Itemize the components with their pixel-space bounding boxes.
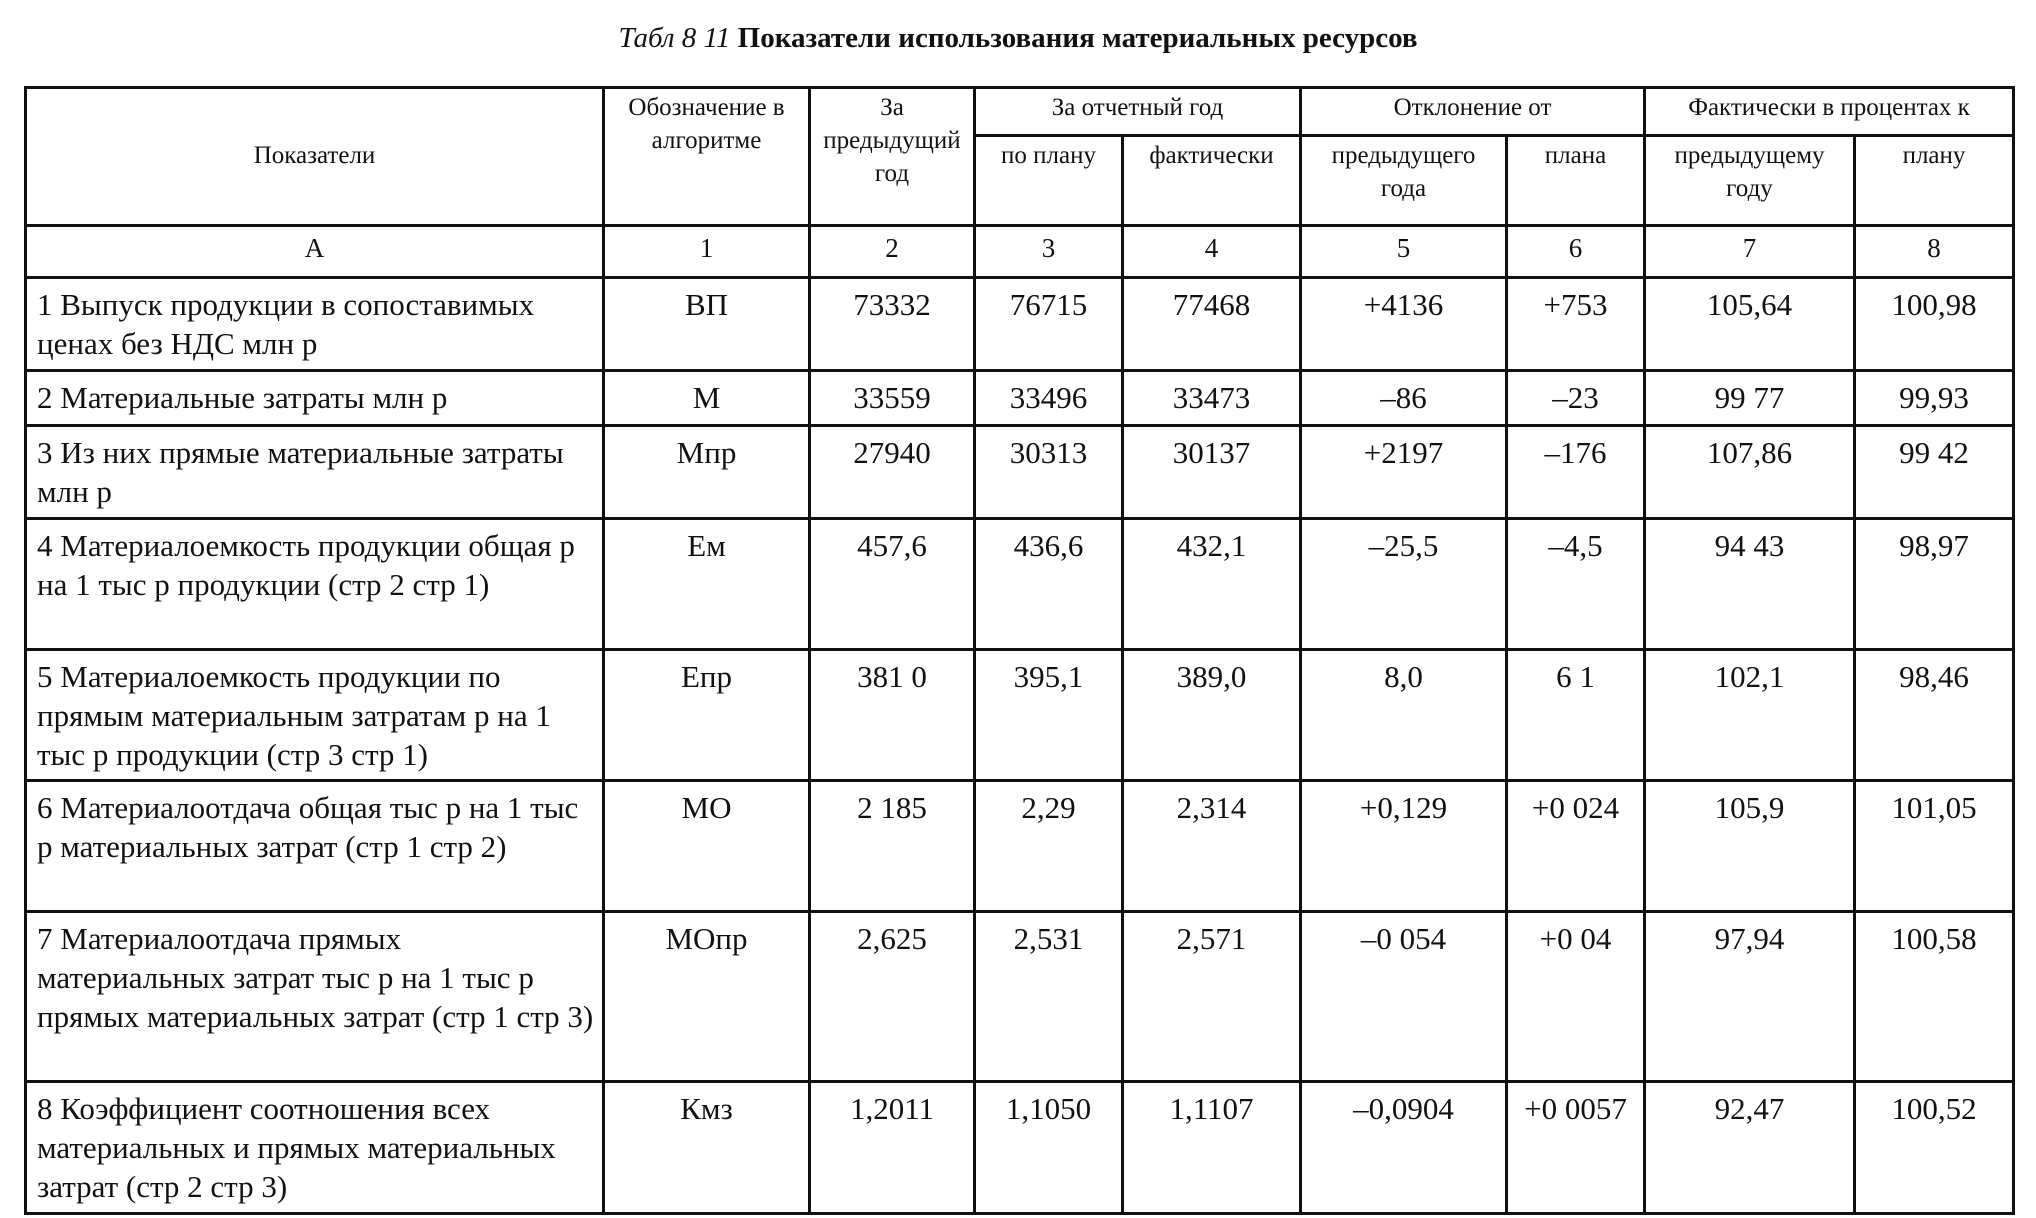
column-number: 7: [1645, 226, 1855, 278]
cell-pct-previous-year: 102,1: [1645, 650, 1855, 781]
table-caption: [0, 18, 2036, 58]
cell-previous-year: 2,625: [810, 912, 975, 1082]
table-row: [26, 781, 2014, 912]
cell-dev-plan: +753: [1507, 278, 1645, 371]
cell-dev-plan: –23: [1507, 371, 1645, 426]
cell-pct-plan: 98,97: [1855, 519, 2014, 650]
table-row: [26, 1082, 2014, 1214]
cell-dev-plan: +0 04: [1507, 912, 1645, 1082]
cell-pct-previous-year: 105,9: [1645, 781, 1855, 912]
row-symbol: Кмз: [604, 1082, 810, 1214]
cell-dev-plan: +0 0057: [1507, 1082, 1645, 1214]
table-row: [26, 371, 2014, 426]
cell-pct-previous-year: 105,64: [1645, 278, 1855, 371]
cell-dev-previous-year: –0,0904: [1301, 1082, 1507, 1214]
cell-pct-plan: 100,58: [1855, 912, 2014, 1082]
header-actual-percent: Фактически в процентах к: [1645, 88, 2014, 136]
table-row: [26, 912, 2014, 1082]
cell-pct-plan: 100,52: [1855, 1082, 2014, 1214]
column-number: А: [26, 226, 604, 278]
row-name: 4 Материалоемкость продукции общая р на 1 тыс р продукции (стр 2 стр 1): [26, 519, 604, 650]
cell-dev-plan: –4,5: [1507, 519, 1645, 650]
cell-pct-previous-year: 97,94: [1645, 912, 1855, 1082]
cell-pct-plan: 98,46: [1855, 650, 2014, 781]
table-row: [26, 519, 2014, 650]
cell-dev-previous-year: –0 054: [1301, 912, 1507, 1082]
row-name: 7 Материалоотдача прямых материальных затрат тыс р на 1 тыс р прямых материальных затрат (стр 1 стр 3): [26, 912, 604, 1082]
row-name: 6 Материалоотдача общая тыс р на 1 тыс р материальных затрат (стр 1 стр 2): [26, 781, 604, 912]
row-symbol: ВП: [604, 278, 810, 371]
cell-actual: 432,1: [1123, 519, 1301, 650]
header-dev-previous-year: предыдущего года: [1301, 136, 1507, 226]
header-by-plan: по плану: [975, 136, 1123, 226]
cell-actual: 2,571: [1123, 912, 1301, 1082]
header-row-1: [26, 88, 2014, 136]
cell-by-plan: 1,1050: [975, 1082, 1123, 1214]
column-number: 8: [1855, 226, 2014, 278]
header-symbol: Обозначение в алгоритме: [604, 88, 810, 226]
cell-pct-plan: 100,98: [1855, 278, 2014, 371]
cell-dev-previous-year: +2197: [1301, 426, 1507, 519]
cell-actual: 30137: [1123, 426, 1301, 519]
cell-actual: 33473: [1123, 371, 1301, 426]
table-row: [26, 650, 2014, 781]
cell-dev-previous-year: +0,129: [1301, 781, 1507, 912]
cell-by-plan: 76715: [975, 278, 1123, 371]
row-symbol: Епр: [604, 650, 810, 781]
header-pct-previous-year: предыдущему году: [1645, 136, 1855, 226]
cell-by-plan: 436,6: [975, 519, 1123, 650]
header-pct-plan: плану: [1855, 136, 2014, 226]
cell-by-plan: 2,29: [975, 781, 1123, 912]
cell-by-plan: 2,531: [975, 912, 1123, 1082]
row-name: 2 Материальные затраты млн р: [26, 371, 604, 426]
cell-dev-previous-year: –86: [1301, 371, 1507, 426]
cell-previous-year: 1,2011: [810, 1082, 975, 1214]
cell-dev-plan: –176: [1507, 426, 1645, 519]
cell-previous-year: 2 185: [810, 781, 975, 912]
cell-dev-plan: +0 024: [1507, 781, 1645, 912]
cell-dev-plan: 6 1: [1507, 650, 1645, 781]
row-symbol: МОпр: [604, 912, 810, 1082]
cell-dev-previous-year: –25,5: [1301, 519, 1507, 650]
row-symbol: М: [604, 371, 810, 426]
cell-dev-previous-year: +4136: [1301, 278, 1507, 371]
column-number: 1: [604, 226, 810, 278]
header-dev-plan: плана: [1507, 136, 1645, 226]
cell-actual: 1,1107: [1123, 1082, 1301, 1214]
column-number: 5: [1301, 226, 1507, 278]
row-symbol: Ем: [604, 519, 810, 650]
row-name: 3 Из них прямые материальные затраты млн р: [26, 426, 604, 519]
header-deviation-from: Отклонение от: [1301, 88, 1645, 136]
cell-dev-previous-year: 8,0: [1301, 650, 1507, 781]
cell-previous-year: 457,6: [810, 519, 975, 650]
cell-by-plan: 30313: [975, 426, 1123, 519]
header-previous-year: За предыдущий год: [810, 88, 975, 226]
cell-previous-year: 33559: [810, 371, 975, 426]
row-name: 5 Материалоемкость продукции по прямым материальным затратам р на 1 тыс р продукции (стр 3 стр 1): [26, 650, 604, 781]
table-title: Показатели использования материальных ресурсов: [737, 22, 1418, 54]
cell-pct-plan: 99,93: [1855, 371, 2014, 426]
column-number: 6: [1507, 226, 1645, 278]
column-number: 3: [975, 226, 1123, 278]
row-name: 1 Выпуск продукции в сопоставимых ценах без НДС млн р: [26, 278, 604, 371]
cell-pct-previous-year: 92,47: [1645, 1082, 1855, 1214]
row-name: 8 Коэффициент соотношения всех материальных и прямых материальных затрат (стр 2 стр 3): [26, 1082, 604, 1214]
cell-pct-previous-year: 99 77: [1645, 371, 1855, 426]
table-number: Табл 8 11: [618, 22, 731, 54]
cell-previous-year: 73332: [810, 278, 975, 371]
column-number: 2: [810, 226, 975, 278]
row-symbol: МО: [604, 781, 810, 912]
cell-actual: 77468: [1123, 278, 1301, 371]
table-row: [26, 278, 2014, 371]
cell-by-plan: 395,1: [975, 650, 1123, 781]
row-symbol: Мпр: [604, 426, 810, 519]
cell-pct-plan: 99 42: [1855, 426, 2014, 519]
cell-actual: 389,0: [1123, 650, 1301, 781]
cell-pct-previous-year: 107,86: [1645, 426, 1855, 519]
header-indicator: Показатели: [26, 88, 604, 226]
cell-previous-year: 27940: [810, 426, 975, 519]
materials-table: [24, 86, 2015, 1215]
header-actual: фактически: [1123, 136, 1301, 226]
cell-actual: 2,314: [1123, 781, 1301, 912]
cell-previous-year: 381 0: [810, 650, 975, 781]
table-row: [26, 426, 2014, 519]
cell-by-plan: 33496: [975, 371, 1123, 426]
column-numbers-row: [26, 226, 2014, 278]
cell-pct-plan: 101,05: [1855, 781, 2014, 912]
header-reporting-year: За отчетный год: [975, 88, 1301, 136]
column-number: 4: [1123, 226, 1301, 278]
cell-pct-previous-year: 94 43: [1645, 519, 1855, 650]
